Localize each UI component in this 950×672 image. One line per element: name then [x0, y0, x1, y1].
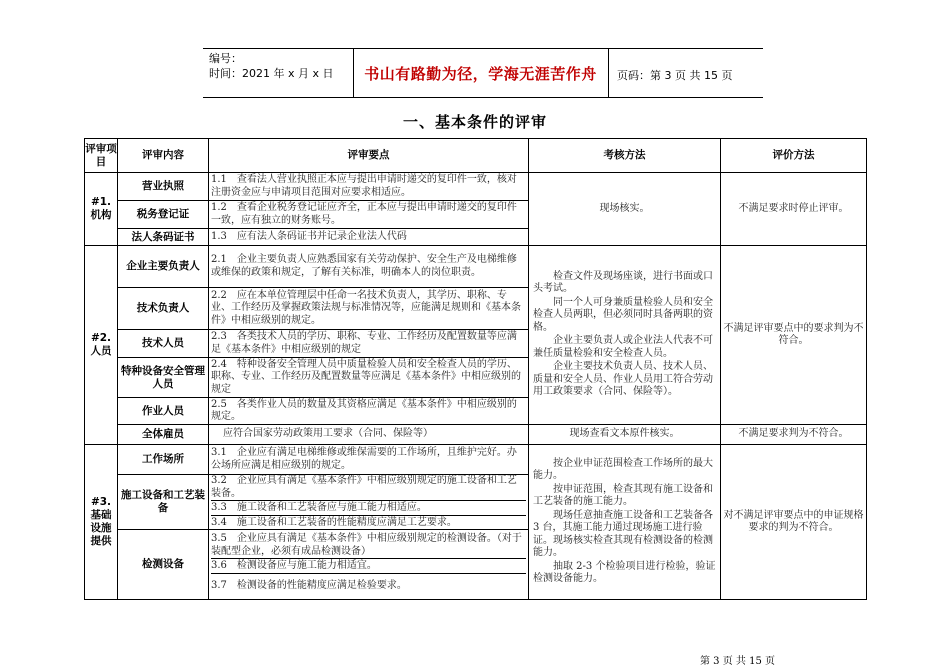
evaluation-method: 不满足要求判为不符合。 [721, 425, 867, 445]
review-item: 税务登记证 [118, 201, 209, 229]
review-point: 应符合国家劳动政策用工要求（合同、保险等） [209, 425, 529, 445]
page-title: 一、基本条件的评审 [402, 113, 547, 131]
method-paragraph: 抽取 2-3 个检验项目进行检验，验证检测设备能力。 [533, 560, 716, 584]
review-point [209, 475, 529, 530]
check-method: 现场核实。 [529, 173, 721, 246]
method-paragraph: 检查文件及现场座谈，进行书面或口头考试。 [533, 270, 713, 294]
method-paragraph: 按企业申证范围检查工作场所的最大能力。 [533, 457, 713, 481]
review-point: 2.1 企业主要负责人应熟悉国家有关劳动保护、安全生产及电梯维修或维保的政策和规定，了解有关标准，明确本人的岗位职责。 [209, 246, 529, 288]
evaluation-method: 不满足评审要点中的要求判为不符合。 [721, 246, 867, 425]
table-row [85, 246, 867, 288]
review-item: 全体雇员 [118, 425, 209, 445]
review-point-line: 3.4 施工设备和工艺装备的性能精度应满足工艺要求。 [211, 515, 526, 530]
check-method [529, 445, 721, 600]
header-divider [608, 49, 609, 97]
method-paragraph: 企业主要技术负责人员、技术人员、质量和安全人员、作业人员用工符合劳动用工政策要求（合同、保险等）。 [533, 361, 713, 397]
table-header-row [85, 139, 867, 173]
review-point: 3.1 企业应有满足电梯维修或维保需要的工作场所，且维护完好。办公场所应满足相应级别的规定。 [209, 445, 529, 475]
review-item: 工作场所 [118, 445, 209, 475]
review-point: 2.3 各类技术人员的学历、职称、专业、工作经历及配置数量等应满足《基本条件》中相应级别的规定 [209, 330, 529, 358]
check-method [529, 246, 721, 425]
review-point-line: 3.3 施工设备和工艺装备应与施工能力相适应。 [211, 500, 526, 515]
review-item: 特种设备安全管理人员 [118, 358, 209, 398]
review-item: 企业主要负责人 [118, 246, 209, 288]
section-name: #3.基础设施提供 [85, 445, 118, 600]
method-paragraph: 按申证范围，检查其现有施工设备和工艺装备的施工能力。 [533, 483, 713, 507]
method-paragraph: 企业主要负责人或企业法人代表不可兼任质量检验和安全检查人员。 [533, 335, 713, 359]
evaluation-method: 对不满足评审要点中的申证规格要求的判为不符合。 [721, 445, 867, 600]
time-label: 时间：2021 年 x 月 x 日 [209, 67, 334, 80]
review-point: 1.3 应有法人条码证书并记录企业法人代码 [209, 229, 529, 246]
method-paragraph: 现场任意抽查施工设备和工艺装备各 3 台，其施工能力通过现场施工进行验证。现场核实检查其现有检测设备的检测能力。 [533, 509, 713, 558]
table-row [85, 173, 867, 201]
review-point-line: 3.2 企业应具有满足《基本条件》中相应级别规定的施工设备和工艺装备。 [211, 475, 517, 499]
evaluation-method: 不满足要求时停止评审。 [721, 173, 867, 246]
header-meta [209, 51, 334, 81]
col-header: 考核方法 [529, 139, 721, 173]
review-item: 施工设备和工艺装备 [118, 475, 209, 530]
col-header: 评审内容 [118, 139, 209, 173]
review-point: 2.2 应在本单位管理层中任命一名技术负责人，其学历、职称、专业、工作经历及掌握政策法规与标准情况等，应能满足规则和《基本条件》中相应级别的规定。 [209, 288, 529, 330]
table-row [85, 445, 867, 475]
review-item: 作业人员 [118, 398, 209, 425]
review-item: 法人条码证书 [118, 229, 209, 246]
number-label: 编号： [209, 52, 242, 65]
col-header: 评价方法 [721, 139, 867, 173]
review-item: 技术负责人 [118, 288, 209, 330]
section-name: #1.机构 [85, 173, 118, 246]
section-name: #2.人员 [85, 246, 118, 445]
review-point: 1.2 查看企业税务登记证应齐全，正本应与提出申请时递交的复印件一致，应有独立的财务账号。 [209, 201, 529, 229]
table-row [85, 425, 867, 445]
review-point: 1.1 查看法人营业执照正本应与提出申请时递交的复印件一致，核对注册资金应与申请项目范围对应要求相适应。 [209, 173, 529, 201]
col-header: 评审项目 [85, 139, 118, 173]
header-page-label: 页码：第 3 页 共 15 页 [617, 69, 733, 82]
review-point-line: 3.5 企业应具有满足《基本条件》中相应级别规定的检测设备。（对于装配型企业，必须有成品检测设备） [211, 533, 522, 557]
review-item: 检测设备 [118, 530, 209, 600]
check-method: 现场查看文本原件核实。 [529, 425, 721, 445]
review-table [84, 138, 867, 600]
header-motto: 书山有路勤为径，学海无涯苦作舟 [364, 65, 597, 83]
page-header [203, 48, 763, 98]
review-item: 技术人员 [118, 330, 209, 358]
review-point-line: 3.6 检测设备应与施工能力相适宜。 [211, 558, 526, 573]
review-point-line: 3.7 检测设备的性能精度应满足检验要求。 [211, 573, 526, 597]
review-point: 2.5 各类作业人员的数量及其资格应满足《基本条件》中相应级别的规定。 [209, 398, 529, 425]
page-footer: 第 3 页 共 15 页 [700, 656, 775, 667]
col-header: 评审要点 [209, 139, 529, 173]
review-point [209, 530, 529, 600]
review-item: 营业执照 [118, 173, 209, 201]
review-point: 2.4 特种设备安全管理人员中质量检验人员和安全检查人员的学历、职称、专业、工作经历及配置数量等应满足《基本条件》中相应级别的规定 [209, 358, 529, 398]
method-paragraph: 同一个人可身兼质量检验人员和安全检查人员两职，但必须同时具备两职的资格。 [533, 296, 713, 333]
